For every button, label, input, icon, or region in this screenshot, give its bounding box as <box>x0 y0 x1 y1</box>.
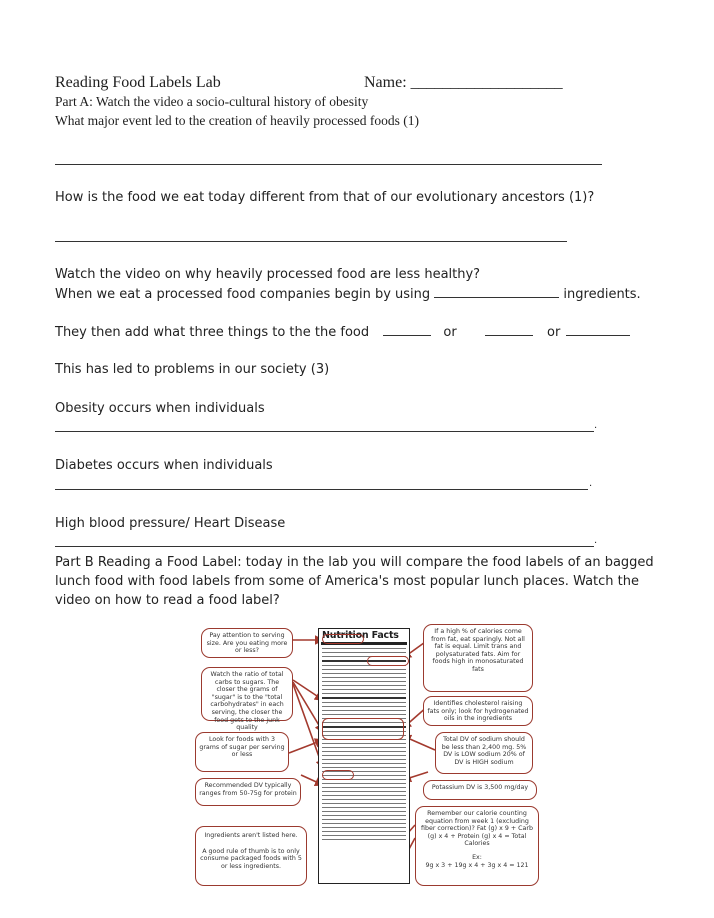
question-3-end: ingredients. <box>563 287 641 302</box>
trans-fat-highlight <box>322 718 404 740</box>
answer-blank-4c[interactable] <box>566 324 630 336</box>
callout-serving-size: Pay attention to serving size. Are you eating more or less? <box>201 628 293 658</box>
callout-ingredients <box>195 826 307 886</box>
answer-blank-4a[interactable] <box>383 324 431 336</box>
part-a-heading: Part A: Watch the video a socio-cultural history of obesity <box>55 94 369 109</box>
question-5: This has led to problems in our society (3) <box>55 362 330 377</box>
answer-line-1[interactable] <box>55 164 602 165</box>
answer-blank-4b[interactable] <box>485 324 533 336</box>
callout-calorie-example: 9g x 3 + 19g x 4 + 3g x 4 = 121 <box>425 861 529 869</box>
nutrition-facts-title: Nutrition Facts <box>322 630 399 641</box>
question-3-text: When we eat a processed food companies begin by using <box>55 287 431 302</box>
or-label-1: or <box>443 325 457 340</box>
question-diabetes: Diabetes occurs when individuals <box>55 458 273 473</box>
sugars-highlight <box>322 770 354 780</box>
answer-line-heart-disease[interactable] <box>55 546 594 547</box>
part-b-paragraph: Part B Reading a Food Label: today in the lab you will compare the food labels of an bagged lunch food with food labels from some of America's most popular lunch places. Watch the video on how to read a food label? <box>55 555 654 608</box>
question-2: How is the food we eat today different from that of our evolutionary ancestors (1)? <box>55 190 595 205</box>
name-field-label[interactable]: Name: ___________________ <box>364 74 563 91</box>
answer-line-diabetes[interactable] <box>55 489 588 490</box>
question-3-line-1: Watch the video on why heavily processed food are less healthy? <box>55 267 481 282</box>
page-title: Reading Food Labels Lab <box>55 74 221 91</box>
answer-blank-ingredients[interactable] <box>434 286 559 298</box>
callout-calorie-equation <box>415 806 539 886</box>
callout-protein: Recommended DV typically ranges from 50-75g for protein <box>195 778 301 806</box>
callout-trans-fat: Identifies cholesterol raising fats only; look for hydrogenated oils in the ingredients <box>423 696 533 726</box>
question-3-line-2 <box>55 286 641 302</box>
callout-ingredients-text: Ingredients aren't listed here. <box>204 832 298 839</box>
fat-calories-highlight <box>367 656 409 666</box>
question-4 <box>55 324 630 340</box>
callout-potassium: Potassium DV is 3,500 mg/day <box>423 780 537 800</box>
question-obesity: Obesity occurs when individuals <box>55 401 265 416</box>
callout-rule-text: A good rule of thumb is to only consume packaged foods with 5 or less ingredients. <box>200 847 302 870</box>
question-1: What major event led to the creation of heavily processed foods (1) <box>55 113 419 128</box>
answer-line-obesity[interactable] <box>55 431 594 432</box>
question-heart-disease: High blood pressure/ Heart Disease <box>55 516 286 531</box>
nutrition-facts-panel <box>318 628 410 884</box>
callout-carb-sugar-ratio: Watch the ratio of total carbs to sugars. The closer the grams of "sugar" is to the "total carbohydrates" in each serving, the closer the food gets to the junk quality <box>201 667 293 721</box>
answer-line-2[interactable] <box>55 241 567 242</box>
or-label-2: or <box>546 325 561 340</box>
callout-calorie-text: Remember our calorie counting equation from week 1 (excluding fiber correction)? Fat (g) x 9 + Carb (g) x 4 + Protein (g) x 4 = Total Calories <box>420 810 533 848</box>
callout-sodium: Total DV of sodium should be less than 2,400 mg. 5% DV is LOW sodium 20% of DV is HIGH sodium <box>435 732 533 774</box>
callout-sugar: Look for foods with 3 grams of sugar per serving or less <box>195 732 289 772</box>
question-4-text: They then add what three things to the the food <box>55 325 370 340</box>
nutrition-label-figure <box>191 620 545 888</box>
serving-size-highlight <box>322 634 364 644</box>
callout-fat: If a high % of calories come from fat, eat sparingly. Not all fat is equal. Limit trans and polysaturated fats. Aim for foods high in monosaturated fats <box>423 624 533 692</box>
callout-calorie-ex-label: Ex: <box>472 853 482 861</box>
